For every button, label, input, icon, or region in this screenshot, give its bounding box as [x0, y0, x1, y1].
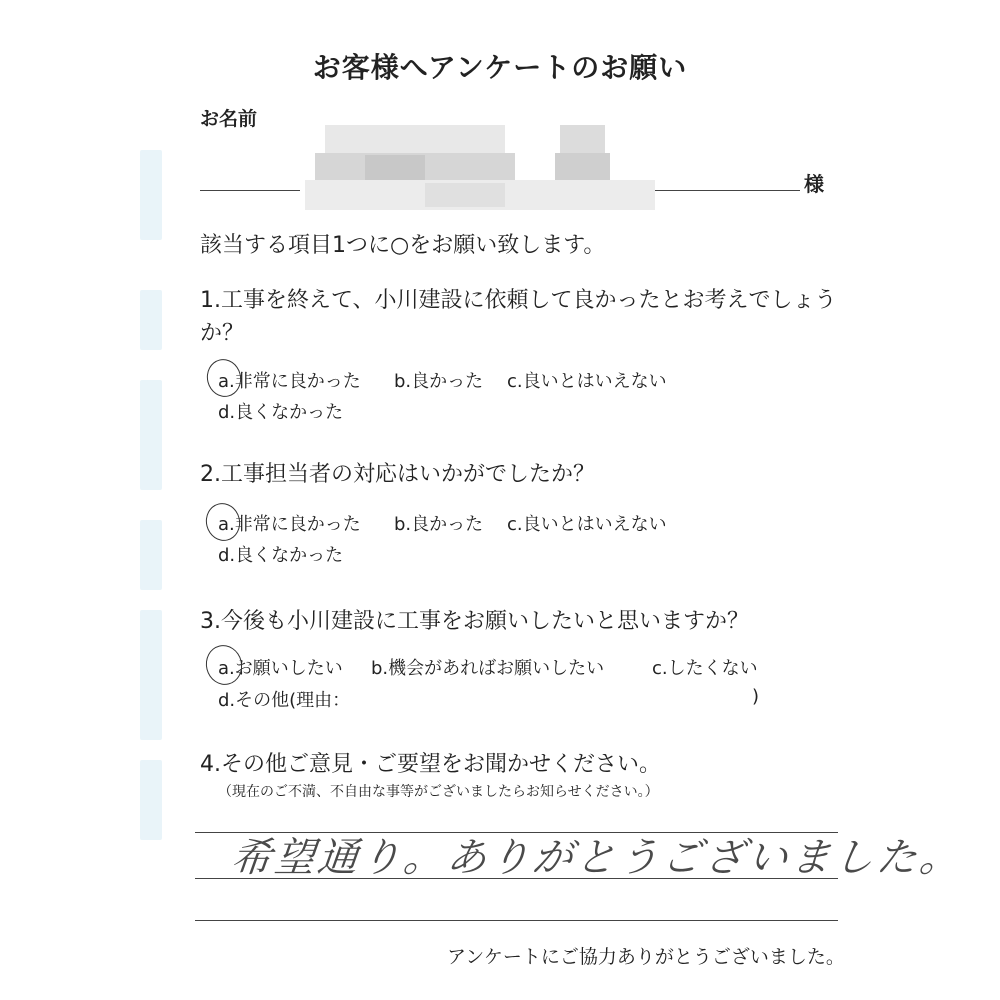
question-4-text: 4.その他ご意見・ご要望をお聞かせください。 [200, 752, 661, 777]
q2-option-d[interactable]: d.良くなかった [218, 545, 344, 566]
bleed-through-marks [140, 140, 166, 860]
question-4-note: （現在のご不満、不自由な事等がございましたらお知らせください。） [218, 784, 659, 800]
name-underline-right [655, 190, 800, 191]
q1-selected-circle-mark [203, 355, 245, 400]
q3-option-d-close-paren: ) [752, 686, 760, 707]
redacted-name [305, 125, 655, 210]
q2-option-c[interactable]: c.良いとはいえない [507, 514, 667, 535]
q3-option-a[interactable]: a.お願いしたい [218, 658, 343, 679]
q3-option-c[interactable]: c.したくない [652, 658, 758, 679]
q1-option-a[interactable]: a.非常に良かった [218, 371, 361, 392]
question-2-text: 2.工事担当者の対応はいかがでしたか？ [200, 462, 595, 487]
q2-selected-circle-mark [202, 499, 244, 544]
q1-option-d[interactable]: d.良くなかった [218, 402, 344, 423]
q2-option-b[interactable]: b.良かった [394, 514, 484, 535]
handwritten-comment[interactable]: 希望通り。ありがとうございました。 [229, 835, 966, 881]
closing-thanks: アンケートにご協力ありがとうございました。 [447, 946, 845, 968]
q2-option-a[interactable]: a.非常に良かった [218, 514, 361, 535]
comment-line-3 [195, 920, 838, 921]
q3-option-d[interactable]: d.その他(理由： [218, 690, 351, 711]
name-underline-left [200, 190, 300, 191]
name-label: お名前 [200, 108, 258, 130]
page-title: お客様へアンケートのお願い [312, 51, 688, 84]
question-1-text-cont: か？ [200, 321, 245, 346]
q1-option-c[interactable]: c.良いとはいえない [507, 371, 667, 392]
honorific-sama: 様 [804, 172, 824, 196]
q3-selected-circle-mark [202, 641, 247, 689]
q1-option-b[interactable]: b.良かった [394, 371, 484, 392]
question-3-text: 3.今後も小川建設に工事をお願いしたいと思いますか？ [200, 609, 749, 634]
instruction-text: 該当する項目1つに○をお願い致します。 [200, 233, 606, 258]
question-1-text: 1.工事を終えて、小川建設に依頼して良かったとお考えでしょう [200, 288, 837, 313]
q3-option-b[interactable]: b.機会があればお願いしたい [371, 658, 605, 679]
